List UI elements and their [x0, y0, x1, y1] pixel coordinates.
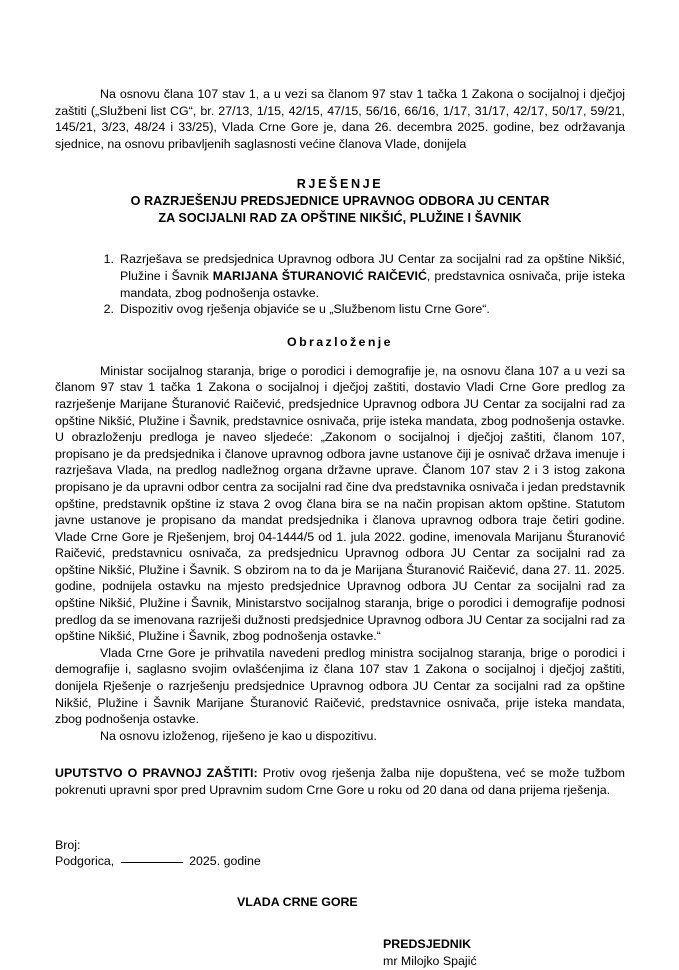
- document-place-date: [55, 853, 625, 870]
- signatory-name: mr Milojko Spajić: [383, 953, 477, 968]
- document-number-label: Broj:: [55, 837, 81, 852]
- legal-notice-paragraph: [55, 765, 625, 798]
- page-subtitle-line2: ZA SOCIJALNI RAD ZA OPŠTINE NIKŠIĆ, PLUŽINE I ŠAVNIK: [158, 211, 522, 226]
- place-suffix: 2025. godine: [185, 854, 261, 869]
- signature-block: [55, 936, 625, 969]
- preamble-paragraph: Na osnovu člana 107 stav 1, a u vezi sa članom 97 stav 1 tačka 1 Zakona o socijalnoj i dječjoj zaštiti („Službeni list CG“, br. 27/13, 1/15, 42/15, 47/15, 56/16, 66/16, 1/17, 31/17, 42/17, 50/17, 59/21, 145/21, 3/23, 48/24 i 33/25), Vlada Crne Gore je, dana 26. decembra 2025. godine, bez održavanja sjednice, na osnovu pribavljenih saglasnosti većine članova Vlade, donijela: [55, 87, 625, 151]
- date-blank-field[interactable]: [121, 862, 183, 863]
- list-item: [98, 301, 625, 318]
- legal-notice-text: Protiv ovog rješenja žalba nije dopuštena, već se može tužbom pokrenuti upravni spor pred Upravnim sudom Crne Gore u roku od 20 dana od dana prijema rješenja.: [55, 766, 626, 797]
- place-prefix: Podgorica,: [55, 854, 118, 869]
- signatory-title: PREDSJEDNIK: [383, 937, 472, 952]
- page-subtitle-line1: O RAZRJEŠENJU PREDSJEDNICE UPRAVNOG ODBORA JU CENTAR: [130, 194, 550, 209]
- disposition-item-1-part2: , predstavnica osnivača, prije isteka mandata, zbog podnošenja ostavke.: [120, 268, 625, 300]
- disposition-item-1-part1: Razrješava se predsjednica Upravnog odbora JU Centar za socijalni rad za opštine Nikšić, Plužine i Šavnik: [120, 252, 625, 283]
- explanation-paragraph-3: Na osnovu izloženog, riješeno je kao u dispozitivu.: [100, 728, 377, 743]
- document-body: [55, 86, 625, 970]
- explanation-paragraph-1: Ministar socijalnog staranja, brige o porodici i demografije je, na osnovu člana 107 a u vezi sa članom 97 stav 1 tačka 1 Zakona o socijalnoj i dječjoj zaštiti, dostavio Vladi Crne Gore predlog za razrješenje Marijane Šturanović Raičević, predsjednice Upravnog odbora JU Centar za socijalni rad za opštine Nikšić, Plužine i Šavnik, predstavnice osnivača, prije isteka mandata, zbog podnošenja ostavke. U obrazloženju predloga je naveo sljedeće: „Zakonom o socijalnoj i dječjoj zaštiti, članom 107, propisano je da predsjednika i članove upravnog odbora javne ustanove čiji je osnivač država imenuje i razrješava Vlada, na predlog nadležnog organa državne uprave. Članom 107 stav 2 i 3 istog zakona propisano je da upravni odbor centra za socijalni rad čine dva predstavnika osnivača i jedan predstavnik opštine, predstavnik opštine iz stava 2 ovog člana bira se na način propisan aktom opštine. Statutom javne ustanove je propisano da mandat predsjednika i članova upravnog odbora traje četiri godine. Vlade Crne Gore je Rješenjem, broj 04-1444/5 od 1. jula 2022. godine, imenovala Marijanu Šturanović Raičević, predstavnicu osnivača, za predsjednicu Upravnog odbora JU Centar za socijalni rad za opštine Nikšić, Plužine i Šavnik. S obzirom na to da je Marijana Šturanović Raičević, dana 27. 11. 2025. godine, podnijela ostavku na mjesto predsjednice Upravnog odbora JU Centar za socijalni rad za opštine Nikšić, Plužine i Šavnik, Ministarstvo socijalnog staranja, brige o porodici i demografije podnosi predlog da se imenovana razriješi dužnosti predsjednice Upravnog odbora JU Centar za socijalni rad za opštine Nikšić, Plužine i Šavnik, zbog podnošenja ostavke.“: [55, 363, 625, 644]
- disposition-item-1-name: MARIJANA ŠTURANOVIĆ RAIČEVIĆ: [212, 268, 427, 283]
- legal-notice-block: [55, 765, 625, 798]
- legal-notice-label: UPUTSTVO O PRAVNOJ ZAŠTITI:: [55, 766, 258, 781]
- document-title-block: [55, 176, 625, 227]
- government-name: VLADA CRNE GORE: [237, 894, 358, 909]
- page-title: RJEŠENJE: [296, 177, 384, 192]
- explanation-paragraph-2: Vlada Crne Gore je prihvatila navedeni predlog ministra socijalnog staranja, brige o porodici i demografije i, saglasno svojim ovlašćenjima iz člana 107 stav 1 Zakona o socijalnoj i dječjoj zaštiti, donijela Rješenje o razrješenju predsjednice Upravnog odbora JU Centar za socijalni rad za opštine Nikšić, Plužine i Šavnik Marijane Šturanović Raičević, predstavnice osnivača, prije isteka mandata, zbog podnošenja ostavke.: [55, 645, 625, 727]
- document-meta: [55, 837, 625, 870]
- disposition-list: [55, 251, 625, 317]
- list-item: [98, 251, 625, 301]
- explanation-heading: Obrazloženje: [287, 334, 393, 349]
- disposition-item-2-part1: Dispozitiv ovog rješenja objaviće se u „Službenom listu Crne Gore“.: [120, 302, 490, 317]
- explanation-body: [55, 363, 625, 745]
